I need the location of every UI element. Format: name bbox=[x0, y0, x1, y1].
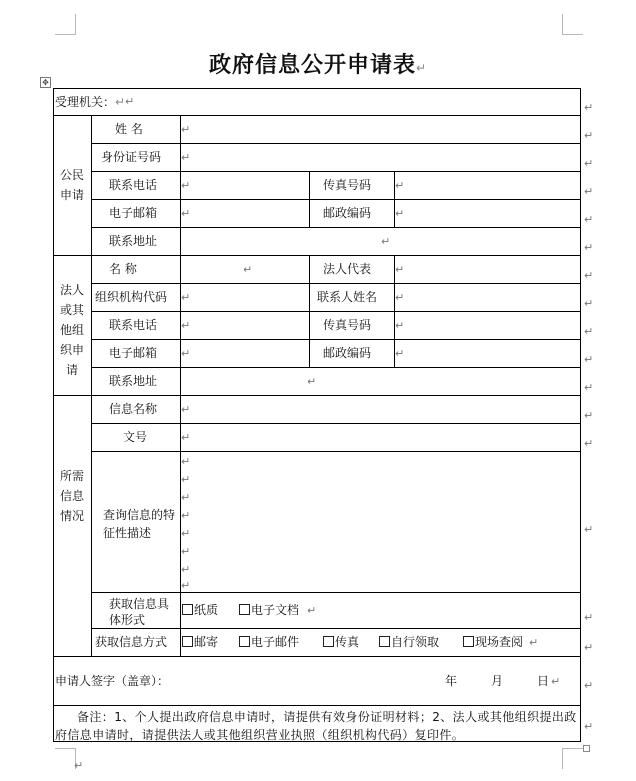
row-end-mark: ↵ bbox=[584, 185, 594, 198]
citizen-id-label: 身份证号码 bbox=[101, 150, 162, 164]
signature-label: 申请人签字（盖章）： bbox=[55, 674, 170, 688]
row-end-mark: ↵ bbox=[584, 409, 594, 422]
para-mark: ↵ bbox=[181, 347, 191, 360]
final-paragraph-mark: ↵ bbox=[74, 759, 84, 772]
org-postcode-field[interactable] bbox=[396, 340, 580, 367]
para-mark: ↵ bbox=[181, 151, 191, 164]
page-corner-top-left bbox=[55, 14, 76, 35]
row-end-mark: ↵ bbox=[584, 720, 594, 733]
row-end-mark: ↵ bbox=[584, 269, 594, 282]
document-title[interactable]: 政府信息公开申请表↵ bbox=[208, 52, 428, 78]
para-mark: ↵ bbox=[395, 347, 405, 360]
para-mark: ↵ bbox=[181, 179, 191, 192]
page-corner-bottom-right bbox=[562, 748, 583, 769]
para-mark: ↵ bbox=[181, 403, 191, 416]
info-doc-no-field[interactable] bbox=[182, 424, 580, 451]
para-mark: ↵ bbox=[181, 563, 191, 576]
para-mark: ↵ bbox=[395, 263, 405, 276]
citizen-postcode-label: 邮政编码 bbox=[323, 206, 372, 220]
org-phone-label: 联系电话 bbox=[109, 318, 158, 332]
row-end-mark: ↵ bbox=[584, 679, 594, 692]
row-end-mark: ↵ bbox=[584, 325, 594, 338]
org-address-field[interactable] bbox=[182, 368, 580, 395]
para-mark: ↵ bbox=[307, 375, 317, 388]
org-code-label: 组织机构代码 bbox=[95, 290, 168, 304]
citizen-email-field[interactable] bbox=[182, 200, 308, 227]
para-mark: ↵ bbox=[181, 491, 191, 504]
para-mark: ↵ bbox=[181, 545, 191, 558]
para-mark: ↵ bbox=[529, 636, 539, 649]
citizen-id-field[interactable] bbox=[182, 144, 580, 171]
org-phone-field[interactable] bbox=[182, 312, 308, 339]
para-mark: ↵ bbox=[381, 235, 391, 248]
row-end-mark: ↵ bbox=[584, 353, 594, 366]
org-name-label: 名 称 bbox=[109, 262, 137, 276]
remarks-note: 备注：1、个人提出政府信息申请时，请提供有效身份证明材料；2、法人或其他组织提出政府信息申请时，请提供法人或其他组织营业执照（组织机构代码）复印件。 bbox=[55, 710, 577, 742]
citizen-address-label: 联系地址 bbox=[109, 234, 158, 248]
org-email-label: 电子邮箱 bbox=[109, 346, 158, 360]
para-mark: ↵ bbox=[243, 263, 253, 276]
method-option-email[interactable]: 电子邮件 bbox=[239, 635, 299, 649]
form-option-paper[interactable]: 纸质 bbox=[182, 603, 218, 617]
self-pickup-checkbox[interactable] bbox=[379, 636, 390, 647]
method-option-self-pickup[interactable]: 自行领取 bbox=[379, 635, 439, 649]
page-corner-bottom-left bbox=[55, 748, 76, 769]
mail-checkbox[interactable] bbox=[182, 636, 193, 647]
org-fax-field[interactable] bbox=[396, 312, 580, 339]
paper-checkbox[interactable] bbox=[182, 604, 193, 615]
info-method-label: 获取信息方式 bbox=[95, 635, 168, 649]
info-description-label: 查询信息的特征性描述 bbox=[103, 508, 176, 540]
method-option-fax[interactable]: 传真 bbox=[323, 635, 359, 649]
row-end-mark: ↵ bbox=[584, 129, 594, 142]
para-mark: ↵ bbox=[181, 431, 191, 444]
org-email-field[interactable] bbox=[182, 340, 308, 367]
para-mark: ↵ bbox=[181, 509, 191, 522]
info-name-field[interactable] bbox=[182, 396, 580, 423]
org-legal-rep-label: 法人代表 bbox=[323, 262, 372, 276]
para-mark: ↵ bbox=[395, 179, 405, 192]
row-end-mark: ↵ bbox=[584, 241, 594, 254]
org-postcode-label: 邮政编码 bbox=[323, 346, 372, 360]
agency-label: 受理机关：↵ bbox=[55, 95, 126, 109]
citizen-name-label: 姓 名 bbox=[115, 122, 143, 136]
para-mark: ↵ bbox=[181, 291, 191, 304]
citizen-email-label: 电子邮箱 bbox=[109, 206, 158, 220]
citizen-phone-field[interactable] bbox=[182, 172, 308, 199]
para-mark: ↵ bbox=[395, 291, 405, 304]
row-end-mark: ↵ bbox=[584, 381, 594, 394]
info-doc-no-label: 文号 bbox=[123, 430, 148, 444]
para-mark: ↵ bbox=[551, 675, 561, 688]
citizen-fax-field[interactable] bbox=[396, 172, 580, 199]
org-address-label: 联系地址 bbox=[109, 374, 158, 388]
info-form-label: 获取信息具体形式 bbox=[109, 597, 170, 627]
method-option-onsite[interactable]: 现场查阅 bbox=[463, 635, 523, 649]
table-resize-handle[interactable] bbox=[583, 745, 590, 752]
org-code-field[interactable] bbox=[182, 284, 308, 311]
row-end-mark: ↵ bbox=[584, 611, 594, 624]
row-end-mark: ↵ bbox=[584, 213, 594, 226]
para-mark: ↵ bbox=[181, 319, 191, 332]
page-corner-top-right bbox=[562, 14, 583, 35]
org-contact-name-field[interactable] bbox=[396, 284, 580, 311]
para-mark: ↵ bbox=[181, 455, 191, 468]
row-end-mark: ↵ bbox=[584, 437, 594, 450]
signature-month: 月 bbox=[491, 674, 504, 688]
row-end-mark: ↵ bbox=[584, 101, 594, 114]
para-mark: ↵ bbox=[181, 207, 191, 220]
form-option-electronic[interactable]: 电子文档 bbox=[239, 603, 299, 617]
org-fax-label: 传真号码 bbox=[323, 318, 372, 332]
para-mark: ↵ bbox=[181, 123, 191, 136]
application-form-table bbox=[53, 88, 594, 742]
table-move-handle-icon[interactable]: ✥ bbox=[40, 77, 51, 88]
onsite-checkbox[interactable] bbox=[463, 636, 474, 647]
row-end-mark: ↵ bbox=[584, 297, 594, 310]
row-end-mark: ↵ bbox=[584, 641, 594, 654]
row-end-mark: ↵ bbox=[584, 157, 594, 170]
info-group-label: 所需信息情况 bbox=[59, 469, 84, 523]
signature-day: 日 bbox=[537, 674, 550, 688]
citizen-fax-label: 传真号码 bbox=[323, 178, 372, 192]
para-mark: ↵ bbox=[307, 604, 317, 617]
signature-year: 年 bbox=[445, 674, 458, 688]
org-contact-name-label: 联系人姓名 bbox=[317, 290, 378, 304]
para-mark: ↵ bbox=[181, 527, 191, 540]
para-mark: ↵ bbox=[181, 579, 191, 592]
org-legal-rep-field[interactable] bbox=[396, 256, 580, 283]
row-end-mark: ↵ bbox=[584, 523, 594, 536]
info-name-label: 信息名称 bbox=[109, 402, 158, 416]
para-mark: ↵ bbox=[181, 473, 191, 486]
method-option-mail[interactable]: 邮寄 bbox=[182, 635, 218, 649]
org-group-label: 法人或其他组织申请 bbox=[59, 283, 84, 377]
info-description-field[interactable] bbox=[182, 452, 580, 592]
citizen-phone-label: 联系电话 bbox=[109, 178, 158, 192]
para-mark: ↵ bbox=[395, 319, 405, 332]
email-checkbox[interactable] bbox=[239, 636, 250, 647]
para-mark: ↵ bbox=[125, 95, 135, 108]
para-mark: ↵ bbox=[395, 207, 405, 220]
fax-checkbox[interactable] bbox=[323, 636, 334, 647]
citizen-postcode-field[interactable] bbox=[396, 200, 580, 227]
citizen-group-label: 公民申请 bbox=[59, 168, 84, 202]
electronic-doc-checkbox[interactable] bbox=[239, 604, 250, 615]
citizen-name-field[interactable] bbox=[182, 116, 580, 143]
